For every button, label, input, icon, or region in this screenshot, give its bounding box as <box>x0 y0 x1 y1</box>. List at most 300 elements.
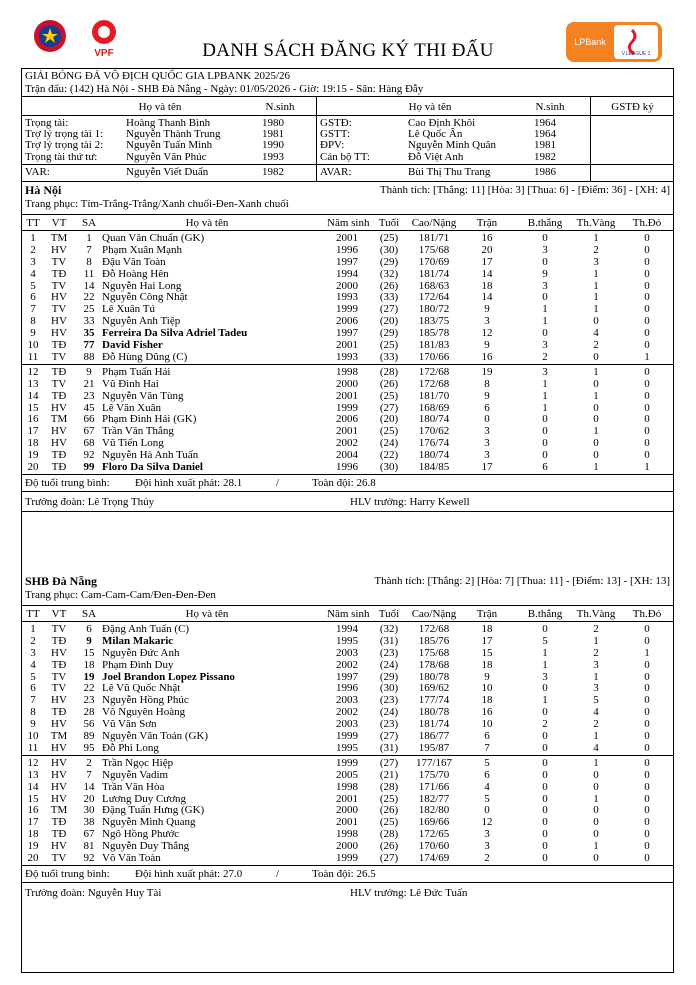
cell-sa: 23 <box>83 694 95 706</box>
cell-wins: 1 <box>542 694 548 706</box>
cell-age: (31) <box>379 742 399 754</box>
cell-hw: 170/66 <box>418 351 450 363</box>
substitutes-rule <box>21 364 674 365</box>
official-year: 1990 <box>262 139 284 151</box>
cell-tt: 6 <box>30 291 36 303</box>
cell-name: Quan Văn Chuẩn (GK) <box>102 232 205 244</box>
cell-hw: 169/62 <box>418 682 450 694</box>
cell-born: 1993 <box>336 291 358 303</box>
cell-name: Nguyễn Duy Thắng <box>102 840 190 852</box>
cell-tt: 9 <box>30 718 36 730</box>
official-name: Nguyễn Tuấn Minh <box>126 139 213 151</box>
cell-vt: HV <box>51 769 67 781</box>
cell-sa: 81 <box>83 840 95 852</box>
cell-name: Đặng Anh Tuấn (C) <box>102 623 190 635</box>
cell-tt: 14 <box>27 781 39 793</box>
cell-wins: 2 <box>542 351 548 363</box>
cell-yellow: 2 <box>593 647 599 659</box>
cell-vt: TĐ <box>51 390 67 402</box>
cell-red: 0 <box>644 852 650 864</box>
cell-wins: 1 <box>542 402 548 414</box>
cell-vt: TV <box>51 378 67 390</box>
cell-born: 2006 <box>336 413 358 425</box>
substitutes-rule <box>21 755 674 756</box>
column-header-vt: VT <box>51 608 67 620</box>
cell-sa: 35 <box>83 327 95 339</box>
cell-apps: 16 <box>481 232 493 244</box>
cell-hw: 172/65 <box>418 828 450 840</box>
cell-born: 2000 <box>336 280 358 292</box>
cell-age: (30) <box>379 244 399 256</box>
cell-yellow: 2 <box>593 244 599 256</box>
cell-born: 2004 <box>336 449 358 461</box>
cell-name: Võ Nguyên Hoàng <box>102 706 186 718</box>
cell-wins: 0 <box>542 840 548 852</box>
cell-age: (26) <box>379 804 399 816</box>
cell-wins: 1 <box>542 659 548 671</box>
cell-red: 1 <box>644 351 650 363</box>
cell-vt: HV <box>51 781 67 793</box>
cell-name: Vũ Văn Sơn <box>102 718 157 730</box>
cell-wins: 0 <box>542 757 548 769</box>
cell-hw: 180/74 <box>418 413 450 425</box>
cell-red: 0 <box>644 706 650 718</box>
cell-sa: 21 <box>83 378 95 390</box>
cell-yellow: 1 <box>593 757 599 769</box>
cell-tt: 16 <box>27 413 39 425</box>
officials-header-rule <box>21 115 674 116</box>
cell-vt: HV <box>51 742 67 754</box>
cell-yellow: 2 <box>593 623 599 635</box>
cell-born: 2002 <box>336 437 358 449</box>
official-role: Trọng tài: <box>25 117 69 129</box>
cell-red: 1 <box>644 461 650 473</box>
cell-name: Phạm Đình Duy <box>102 659 174 671</box>
official-name: Đỗ Việt Anh <box>408 151 464 163</box>
cell-born: 1996 <box>336 244 358 256</box>
cell-apps: 5 <box>484 793 490 805</box>
cell-sa: 67 <box>83 425 95 437</box>
cell-name: Đậu Văn Toàn <box>102 256 166 268</box>
cell-hw: 171/66 <box>418 781 450 793</box>
staff-rule <box>21 882 674 883</box>
cell-yellow: 4 <box>593 742 599 754</box>
column-header-age: Tuổi <box>378 608 400 620</box>
official-year: 1982 <box>262 166 284 178</box>
cell-apps: 3 <box>484 315 490 327</box>
cell-wins: 3 <box>542 244 548 256</box>
cell-hw: 195/87 <box>418 742 450 754</box>
cell-apps: 17 <box>481 256 493 268</box>
cell-vt: TĐ <box>51 339 67 351</box>
cell-sa: 89 <box>83 730 95 742</box>
cell-apps: 9 <box>484 671 490 683</box>
cell-hw: 185/76 <box>418 635 450 647</box>
cell-wins: 0 <box>542 449 548 461</box>
team-record: Thành tích: [Thắng: 11] [Hòa: 3] [Thua: 6] - [Điểm: 36] - [XH: 4] <box>379 184 670 196</box>
cell-yellow: 1 <box>593 291 599 303</box>
column-header-wins: B.thắng <box>527 217 563 229</box>
column-header-apps: Trận <box>476 608 498 620</box>
cell-vt: TV <box>51 351 67 363</box>
cell-tt: 10 <box>27 339 39 351</box>
cell-apps: 12 <box>481 816 493 828</box>
cell-vt: HV <box>51 402 67 414</box>
cell-name: Joel Brandon Lopez Pissano <box>102 671 235 683</box>
cell-wins: 1 <box>542 315 548 327</box>
cell-wins: 5 <box>542 635 548 647</box>
cell-apps: 16 <box>481 351 493 363</box>
cell-vt: TĐ <box>51 816 67 828</box>
head-coach: HLV trưởng: Lê Đức Tuấn <box>350 887 468 899</box>
cell-age: (25) <box>379 816 399 828</box>
official-name: Nguyễn Văn Phúc <box>126 151 207 163</box>
cell-apps: 6 <box>484 769 490 781</box>
official-role: GSTĐ: <box>320 117 352 129</box>
cell-vt: HV <box>51 425 67 437</box>
cell-hw: 180/78 <box>418 671 450 683</box>
svg-text:VPF: VPF <box>94 48 114 58</box>
cell-hw: 170/60 <box>418 840 450 852</box>
cell-red: 0 <box>644 244 650 256</box>
cell-vt: HV <box>51 315 67 327</box>
cell-tt: 19 <box>27 840 39 852</box>
cell-age: (28) <box>379 781 399 793</box>
cell-wins: 0 <box>542 327 548 339</box>
cell-hw: 170/69 <box>418 256 450 268</box>
cell-tt: 9 <box>30 327 36 339</box>
cell-name: Trần Ngọc Hiệp <box>102 757 174 769</box>
cell-yellow: 0 <box>593 781 599 793</box>
cell-vt: TV <box>51 682 67 694</box>
cell-born: 1999 <box>336 757 358 769</box>
cell-hw: 181/71 <box>418 232 450 244</box>
cell-name: Lê Vũ Quốc Nhật <box>102 682 181 694</box>
cell-red: 0 <box>644 378 650 390</box>
cell-name: Nguyễn Hà Anh Tuấn <box>102 449 199 461</box>
cell-wins: 0 <box>542 682 548 694</box>
cell-name: Nguyễn Minh Quang <box>102 816 196 828</box>
cell-name: Lê Xuân Tú <box>102 303 155 315</box>
cell-sa: 66 <box>83 413 95 425</box>
cell-sa: 92 <box>83 852 95 864</box>
officials-bottom-rule <box>21 181 674 182</box>
cell-age: (27) <box>379 757 399 769</box>
cell-yellow: 2 <box>593 718 599 730</box>
cell-age: (23) <box>379 718 399 730</box>
cell-age: (26) <box>379 840 399 852</box>
cell-red: 0 <box>644 390 650 402</box>
cell-yellow: 3 <box>593 256 599 268</box>
official-year: 1982 <box>534 151 556 163</box>
avg-age-slash: / <box>276 868 280 880</box>
cell-apps: 14 <box>481 268 493 280</box>
cell-name: Nguyễn Vadim <box>102 769 169 781</box>
cell-tt: 4 <box>30 268 36 280</box>
cell-tt: 15 <box>27 402 39 414</box>
cell-born: 2001 <box>336 232 358 244</box>
cell-red: 0 <box>644 635 650 647</box>
cell-born: 1999 <box>336 303 358 315</box>
head-coach: HLV trưởng: Harry Kewell <box>350 496 470 508</box>
cell-yellow: 0 <box>593 402 599 414</box>
cell-hw: 176/74 <box>418 437 450 449</box>
cell-age: (24) <box>379 437 399 449</box>
cell-red: 0 <box>644 781 650 793</box>
avg-age-lineup: Đội hình xuất phát: 27.0 <box>135 868 243 880</box>
cell-hw: 182/77 <box>418 793 450 805</box>
cell-name: Đỗ Phi Long <box>102 742 159 754</box>
cell-wins: 0 <box>542 781 548 793</box>
cell-tt: 17 <box>27 425 39 437</box>
officials-header-year: N.sinh <box>265 101 295 113</box>
column-header-wins: B.thắng <box>527 608 563 620</box>
cell-age: (29) <box>379 327 399 339</box>
cell-sa: 19 <box>83 671 95 683</box>
cell-name: Ngô Hồng Phước <box>102 828 180 840</box>
cell-apps: 6 <box>484 730 490 742</box>
cell-sa: 67 <box>83 828 95 840</box>
table-bottom-rule <box>21 865 674 866</box>
cell-tt: 1 <box>30 623 36 635</box>
cell-wins: 6 <box>542 461 548 473</box>
cell-name: Nguyễn Hai Long <box>102 280 182 292</box>
cell-tt: 3 <box>30 647 36 659</box>
cell-hw: 181/74 <box>418 718 450 730</box>
column-header-name: Họ và tên <box>185 608 229 620</box>
cell-age: (22) <box>379 449 399 461</box>
cell-name: Nguyễn Anh Tiệp <box>102 315 181 327</box>
cell-hw: 181/70 <box>418 390 450 402</box>
official-name: Bùi Thị Thu Trang <box>408 166 491 178</box>
cell-born: 1996 <box>336 682 358 694</box>
cell-vt: TV <box>51 623 67 635</box>
cell-apps: 0 <box>484 804 490 816</box>
cell-wins: 0 <box>542 623 548 635</box>
cell-tt: 7 <box>30 303 36 315</box>
official-role: Trọng tài thứ tư: <box>25 151 98 163</box>
cell-red: 0 <box>644 623 650 635</box>
cell-wins: 0 <box>542 413 548 425</box>
official-year: 1981 <box>262 128 284 140</box>
cell-name: Nguyễn Hồng Phúc <box>102 694 189 706</box>
official-role: VAR: <box>25 166 50 178</box>
cell-apps: 0 <box>484 413 490 425</box>
cell-sa: 20 <box>83 793 95 805</box>
cell-red: 0 <box>644 327 650 339</box>
cell-vt: HV <box>51 291 67 303</box>
cell-yellow: 1 <box>593 366 599 378</box>
cell-tt: 18 <box>27 437 39 449</box>
column-header-apps: Trận <box>476 217 498 229</box>
cell-age: (24) <box>379 706 399 718</box>
cell-age: (30) <box>379 682 399 694</box>
table-top-rule <box>21 214 674 215</box>
team-kit: Trang phục: Tím-Trắng-Trắng/Xanh chuối-Đen-Xanh chuối <box>25 198 289 210</box>
cell-vt: TĐ <box>51 706 67 718</box>
cell-red: 0 <box>644 449 650 461</box>
cell-sa: 38 <box>83 816 95 828</box>
cell-hw: 185/78 <box>418 327 450 339</box>
cell-apps: 18 <box>481 623 493 635</box>
cell-apps: 20 <box>481 244 493 256</box>
cell-hw: 172/68 <box>418 623 450 635</box>
cell-apps: 18 <box>481 280 493 292</box>
cell-red: 0 <box>644 232 650 244</box>
cell-yellow: 1 <box>593 303 599 315</box>
official-name: Nguyễn Minh Quân <box>408 139 496 151</box>
cell-age: (29) <box>379 671 399 683</box>
cell-apps: 15 <box>481 647 493 659</box>
cell-born: 1999 <box>336 730 358 742</box>
official-year: 1980 <box>262 117 284 129</box>
cell-sa: 23 <box>83 390 95 402</box>
cell-sa: 9 <box>86 366 92 378</box>
cell-age: (20) <box>379 413 399 425</box>
cell-red: 0 <box>644 315 650 327</box>
cell-apps: 3 <box>484 449 490 461</box>
cell-born: 1997 <box>336 327 358 339</box>
svg-text:LPBank: LPBank <box>574 37 606 47</box>
cell-red: 0 <box>644 671 650 683</box>
column-header-yellow: Th.Vàng <box>576 608 616 620</box>
official-name: Hoàng Thanh Bình <box>126 117 211 129</box>
cell-wins: 3 <box>542 280 548 292</box>
cell-age: (30) <box>379 461 399 473</box>
cell-yellow: 4 <box>593 327 599 339</box>
cell-wins: 0 <box>542 437 548 449</box>
official-name: Lê Quốc Ân <box>408 128 463 140</box>
cell-wins: 0 <box>542 706 548 718</box>
cell-red: 0 <box>644 413 650 425</box>
cell-name: Nguyễn Đức Anh <box>102 647 180 659</box>
cell-sa: 30 <box>83 804 95 816</box>
cell-tt: 2 <box>30 635 36 647</box>
cell-wins: 0 <box>542 816 548 828</box>
cell-apps: 3 <box>484 425 490 437</box>
cell-red: 0 <box>644 757 650 769</box>
cell-born: 2000 <box>336 804 358 816</box>
cell-born: 1999 <box>336 402 358 414</box>
cell-vt: TV <box>51 852 67 864</box>
cell-yellow: 0 <box>593 378 599 390</box>
cell-apps: 18 <box>481 659 493 671</box>
cell-tt: 5 <box>30 671 36 683</box>
cell-yellow: 1 <box>593 793 599 805</box>
cell-age: (25) <box>379 339 399 351</box>
cell-age: (26) <box>379 378 399 390</box>
cell-name: Phạm Đình Hải (GK) <box>102 413 197 425</box>
cell-born: 2001 <box>336 390 358 402</box>
cell-tt: 11 <box>27 742 39 754</box>
cell-red: 0 <box>644 718 650 730</box>
official-role: Cán bộ TT: <box>320 151 370 163</box>
cell-vt: HV <box>51 718 67 730</box>
cell-hw: 184/85 <box>418 461 450 473</box>
cell-name: Nguyễn Công Nhật <box>102 291 188 303</box>
cell-tt: 8 <box>30 315 36 327</box>
cell-sa: 77 <box>83 339 95 351</box>
cell-name: Nguyễn Văn Toản (GK) <box>102 730 209 742</box>
staff-rule <box>21 491 674 492</box>
cell-apps: 8 <box>484 378 490 390</box>
cell-sa: 95 <box>83 742 95 754</box>
cell-age: (24) <box>379 659 399 671</box>
cell-hw: 178/68 <box>418 659 450 671</box>
cell-vt: TĐ <box>51 635 67 647</box>
cell-yellow: 1 <box>593 671 599 683</box>
cell-hw: 177/167 <box>415 757 453 769</box>
official-year: 1964 <box>534 117 556 129</box>
cell-hw: 182/80 <box>418 804 450 816</box>
cell-born: 1998 <box>336 828 358 840</box>
cell-sa: 7 <box>86 244 92 256</box>
cell-age: (27) <box>379 730 399 742</box>
cell-vt: TĐ <box>51 366 67 378</box>
cell-vt: TV <box>51 256 67 268</box>
official-year: 1986 <box>534 166 556 178</box>
cell-red: 0 <box>644 793 650 805</box>
team-kit: Trang phục: Cam-Cam-Cam/Đen-Đen-Đen <box>25 589 216 601</box>
officials-top-rule <box>21 96 674 97</box>
official-year: 1981 <box>534 139 556 151</box>
avg-age-lineup: Đội hình xuất phát: 28.1 <box>135 477 243 489</box>
cell-born: 1999 <box>336 852 358 864</box>
cell-yellow: 0 <box>593 816 599 828</box>
cell-tt: 16 <box>27 804 39 816</box>
cell-apps: 2 <box>484 852 490 864</box>
cell-tt: 1 <box>30 232 36 244</box>
cell-tt: 17 <box>27 816 39 828</box>
cell-tt: 3 <box>30 256 36 268</box>
cell-wins: 0 <box>542 425 548 437</box>
cell-yellow: 0 <box>593 828 599 840</box>
cell-vt: TĐ <box>51 461 67 473</box>
cell-age: (28) <box>379 366 399 378</box>
cell-hw: 180/72 <box>418 303 450 315</box>
cell-hw: 180/78 <box>418 706 450 718</box>
officials-header-name-2: Họ và tên <box>408 101 452 113</box>
cell-wins: 0 <box>542 804 548 816</box>
cell-born: 2003 <box>336 694 358 706</box>
cell-sa: 22 <box>83 682 95 694</box>
cell-tt: 13 <box>27 769 39 781</box>
cell-sa: 33 <box>83 315 95 327</box>
cell-apps: 18 <box>481 694 493 706</box>
avg-age-team: Toàn đội: 26.8 <box>312 477 376 489</box>
cell-apps: 9 <box>484 303 490 315</box>
cell-age: (28) <box>379 828 399 840</box>
cell-wins: 0 <box>542 769 548 781</box>
cell-age: (27) <box>379 852 399 864</box>
cell-red: 0 <box>644 256 650 268</box>
cell-red: 0 <box>644 303 650 315</box>
avg-age-label: Độ tuổi trung bình: <box>25 477 110 489</box>
cell-tt: 18 <box>27 828 39 840</box>
cell-tt: 13 <box>27 378 39 390</box>
team-name: SHB Đà Nẵng <box>25 574 98 588</box>
cell-yellow: 4 <box>593 706 599 718</box>
officials-header-year-2: N.sinh <box>535 101 565 113</box>
cell-tt: 11 <box>27 351 39 363</box>
cell-vt: HV <box>51 327 67 339</box>
cell-apps: 10 <box>481 718 493 730</box>
cell-name: Đỗ Hùng Dũng (C) <box>102 351 188 363</box>
cell-tt: 6 <box>30 682 36 694</box>
cell-born: 2003 <box>336 718 358 730</box>
officials-header-sign: GSTĐ ký <box>611 101 654 113</box>
cell-tt: 10 <box>27 730 39 742</box>
